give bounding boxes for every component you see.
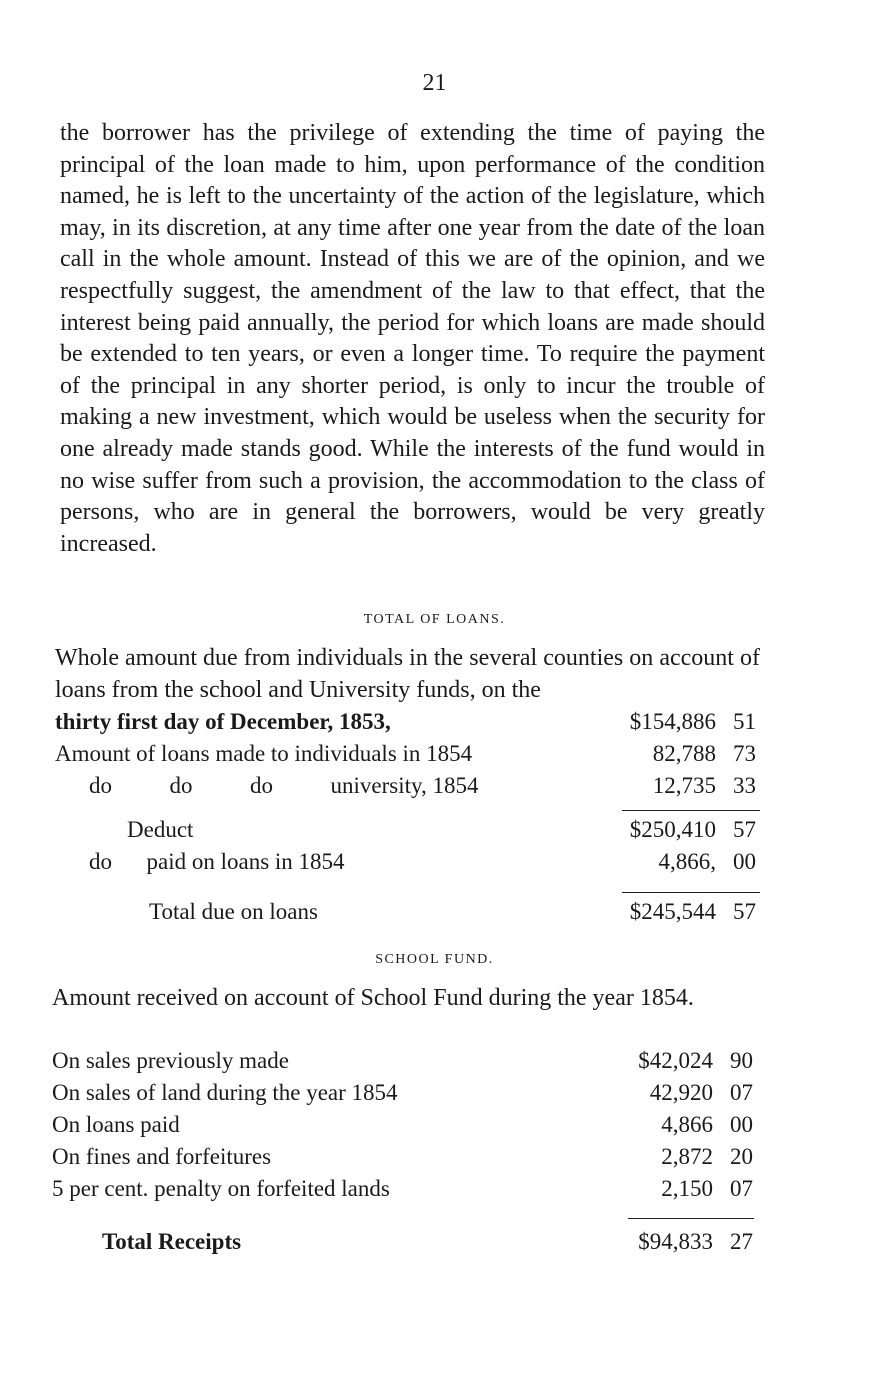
row-cents: 73 — [733, 741, 756, 766]
row-cents: 00 — [730, 1112, 753, 1137]
school-fund-heading: SCHOOL FUND. — [375, 952, 494, 967]
loans-row-total — [55, 896, 760, 928]
loans-row-1853 — [55, 706, 760, 738]
row-dollars: 4,866, — [658, 849, 716, 874]
school-row-penalty — [52, 1173, 757, 1205]
body-paragraph: the borrower has the privilege of extending the time of paying the principal of the loan made to him, upon performance of the condition named, he is left to the uncertainty of the action of the legislature, which may, in its discretion, at any time after one year from the date of the loan call in the whole amount. Instead of this we are of the opinion, and we respectfully suggest, the amendment of the law to that effect, that the interest being paid annually, the period for which loans are made should be extended to ten years, or even a longer time. To require the payment of the principal in any shorter period, is only to incur the trouble of making a new investment, which would be useless when the security for one already made stands good. While the interests of the fund would in no wise suffer from such a provision, the accommodation to the class of persons, who are in general the borrowers, would be very greatly increased. — [60, 120, 765, 557]
loans-row-individuals — [55, 738, 760, 770]
row-cents: 07 — [730, 1080, 753, 1105]
row-dollars: 2,872 — [661, 1144, 713, 1169]
row-label: Total due on loans — [149, 899, 318, 924]
school-fund-intro: Amount received on account of School Fund during the year 1854. — [52, 985, 694, 1011]
row-label: On sales previously made — [52, 1048, 289, 1073]
row-label: 5 per cent. penalty on forfeited lands — [52, 1176, 390, 1201]
row-dollars: 2,150 — [661, 1176, 713, 1201]
row-label: Total Receipts — [102, 1229, 242, 1254]
row-dollars: $250,410 — [629, 817, 716, 842]
loans-row-deduct — [55, 814, 760, 846]
row-dollars: $42,024 — [638, 1048, 713, 1073]
row-dollars: 12,735 — [652, 773, 716, 798]
row-label: On sales of land during the year 1854 — [52, 1080, 398, 1105]
row-label: Deduct — [127, 817, 194, 842]
row-dollars: $154,886 — [629, 709, 716, 734]
row-cents: 90 — [730, 1048, 753, 1073]
loans-row-paid — [55, 846, 760, 878]
loans-rule-1 — [622, 810, 760, 811]
row-label: do paid on loans in 1854 — [89, 849, 345, 874]
loans-intro: Whole amount due from individuals in the several counties on account of loans from the school and University funds, on the — [55, 645, 760, 703]
school-row-loans — [52, 1109, 757, 1141]
row-cents: 27 — [730, 1229, 753, 1254]
page-number: 21 — [422, 70, 447, 96]
row-label: On fines and forfeitures — [52, 1144, 272, 1169]
row-cents: 33 — [733, 773, 756, 798]
row-cents: 07 — [730, 1176, 753, 1201]
row-label: On loans paid — [52, 1112, 180, 1137]
row-cents: 20 — [730, 1144, 753, 1169]
loans-row-university — [55, 770, 760, 802]
row-label: do do do university, 1854 — [89, 773, 479, 798]
school-rule — [628, 1218, 754, 1219]
row-cents: 57 — [733, 899, 756, 924]
school-row-previous — [52, 1045, 757, 1077]
row-dollars: $94,833 — [638, 1229, 713, 1254]
school-row-fines — [52, 1141, 757, 1173]
row-label: Amount of loans made to individuals in 1854 — [55, 741, 473, 766]
row-label: thirty first day of December, 1853, — [55, 709, 391, 734]
row-dollars: 4,866 — [661, 1112, 713, 1137]
row-cents: 51 — [733, 709, 756, 734]
row-cents: 00 — [733, 849, 756, 874]
row-dollars: 82,788 — [652, 741, 716, 766]
loans-heading: TOTAL OF LOANS. — [363, 612, 506, 627]
school-row-land — [52, 1077, 757, 1109]
school-row-total — [52, 1226, 757, 1258]
row-dollars: 42,920 — [649, 1080, 713, 1105]
row-dollars: $245,544 — [629, 899, 716, 924]
loans-rule-2 — [622, 892, 760, 893]
row-cents: 57 — [733, 817, 756, 842]
